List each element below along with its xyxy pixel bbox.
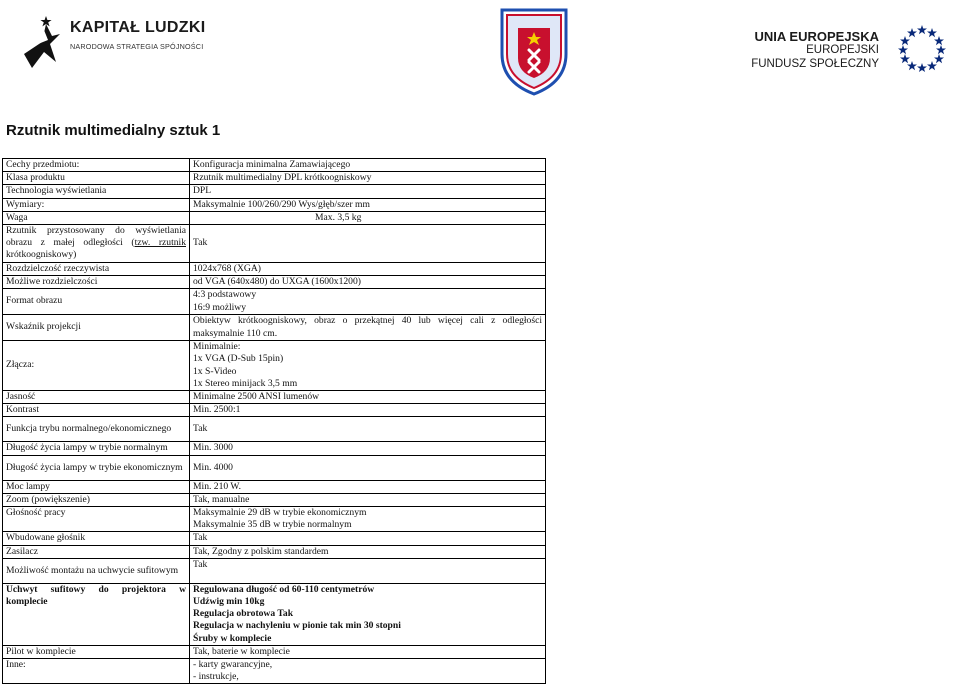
row-value [190,211,546,224]
row-label: Zoom (powiększenie) [3,493,190,506]
row-value-line: 1x S-Video [193,365,237,377]
row-value [190,507,546,532]
row-label: Złącza: [3,341,190,391]
row-label [3,225,190,263]
row-label: Jasność [3,391,190,404]
table-row [3,558,546,583]
row-value: Tak, manualne [190,493,546,506]
row-value: Min. 3000 [190,442,546,455]
table-row [3,198,546,211]
row-label: Długość życia lampy w trybie ekonomicznym [3,455,190,480]
row-value: Tak [190,558,546,583]
row-label: Technologia wyświetlania [3,185,190,198]
row-value-line: Udźwig min 10kg [193,596,265,608]
table-row [3,275,546,288]
table-row [3,455,546,480]
row-label: Format obrazu [3,289,190,315]
eu-title: UNIA EUROPEJSKA [754,29,879,44]
row-value: Tak [190,225,546,263]
row-value-line: Regulacja obrotowa Tak [193,608,294,620]
table-row [3,341,546,391]
row-value-line: Regulowana długość od 60-110 centymetrów [193,583,375,595]
row-value-line: 4:3 podstawowy [193,289,257,301]
row-value-line: 1x Stereo minijack 3,5 mm [193,377,298,389]
row-label: Możliwość montażu na uchwycie sufitowym [3,558,190,583]
table-row [3,480,546,493]
table-row [3,507,546,532]
row-label: Wskaźnik projekcji [3,315,190,341]
row-value: Min. 210 W. [190,480,546,493]
weight-value: Max. 3,5 kg [315,211,362,223]
row-value: Min. 4000 [190,455,546,480]
row-label: Klasa produktu [3,172,190,185]
row-value: od VGA (640x480) do UXGA (1600x1200) [190,275,546,288]
eu-line2: EUROPEJSKI [806,44,879,56]
table-row [3,172,546,185]
row-value [190,659,546,684]
table-row [3,225,546,263]
row-value: Maksymalnie 100/260/290 Wys/głęb/szer mm [190,198,546,211]
row-value-line: - instrukcje, [193,671,239,683]
row-value-line: 1x VGA (D-Sub 15pin) [193,353,284,365]
row-value: Minimalne 2500 ANSI lumenów [190,391,546,404]
row-label-part: Rzutnik przystosowany do wyświetlania obrazu z małej odległości ( [6,225,186,249]
row-label-underlined: tzw. rzutnik [134,237,186,249]
row-label: Moc lampy [3,480,190,493]
table-row [3,532,546,545]
kapital-title: KAPITAŁ LUDZKI [70,19,206,36]
row-value [190,341,546,391]
row-label: Pilot w komplecie [3,645,190,658]
row-value: DPL [190,185,546,198]
row-label-part: krótkoogniskowy) [6,249,77,261]
table-row [3,583,546,645]
table-row [3,417,546,442]
page-header [0,0,959,110]
kapital-ludzki-emblem-icon [22,14,62,72]
row-label: Kontrast [3,404,190,417]
row-value-line: Maksymalnie 29 dB w trybie ekonomicznym [193,507,367,519]
table-row [3,315,546,341]
header-value: Konfiguracja minimalna Zamawiającego [190,159,546,172]
row-label: Głośność pracy [3,507,190,532]
row-label: Funkcja trybu normalnego/ekonomicznego [3,417,190,442]
kapital-subtitle: NARODOWA STRATEGIA SPÓJNOŚCI [70,42,204,51]
table-row [3,185,546,198]
row-value-line: Minimalnie: [193,341,241,353]
row-label: Długość życia lampy w trybie normalnym [3,442,190,455]
row-value: Tak [190,417,546,442]
kapital-ludzki-logo [22,14,206,74]
table-row [3,404,546,417]
row-value-line: Regulacja w nachyleniu w pionie tak min 30 stopni [193,620,401,632]
row-value: Min. 2500:1 [190,404,546,417]
row-value [190,289,546,315]
page-title: Rzutnik multimedialny sztuk 1 [6,122,221,139]
table-row [3,211,546,224]
row-value: Tak, baterie w komplecie [190,645,546,658]
eu-logo [751,20,955,80]
row-value: Obiektyw krótkoogniskowy, obraz o przekątnej 40 lub więcej cali z odległości maksymalnie 110 cm. [190,315,546,341]
row-value: Rzutnik multimedialny DPL krótkoogniskowy [190,172,546,185]
row-value-line: - karty gwarancyjne, [193,659,273,671]
spec-table [2,158,546,684]
row-label: Wymiary: [3,198,190,211]
row-value [190,583,546,645]
eu-line3: FUNDUSZ SPOŁECZNY [751,58,879,70]
table-row [3,659,546,684]
table-row [3,645,546,658]
row-label: Wbudowane głośnik [3,532,190,545]
row-value: 1024x768 (XGA) [190,262,546,275]
table-header-row [3,159,546,172]
table-row [3,391,546,404]
row-value-line: Maksymalnie 35 dB w trybie normalnym [193,519,352,531]
row-label: Uchwyt sufitowy do projektora w komplecie [3,583,190,645]
row-label: Waga [3,211,190,224]
seal-icon [498,2,570,96]
row-label: Rozdzielczość rzeczywista [3,262,190,275]
table-row [3,262,546,275]
header-label: Cechy przedmiotu: [3,159,190,172]
row-label: Możliwe rozdzielczości [3,275,190,288]
table-row [3,289,546,315]
row-label: Zasilacz [3,545,190,558]
eu-stars-icon [894,22,950,72]
table-row [3,442,546,455]
row-value: Tak, Zgodny z polskim standardem [190,545,546,558]
table-row [3,493,546,506]
row-value-line: 16:9 możliwy [193,301,247,313]
row-value: Tak [190,532,546,545]
row-value-line: Śruby w komplecie [193,632,272,644]
table-row [3,545,546,558]
row-label: Inne: [3,659,190,684]
